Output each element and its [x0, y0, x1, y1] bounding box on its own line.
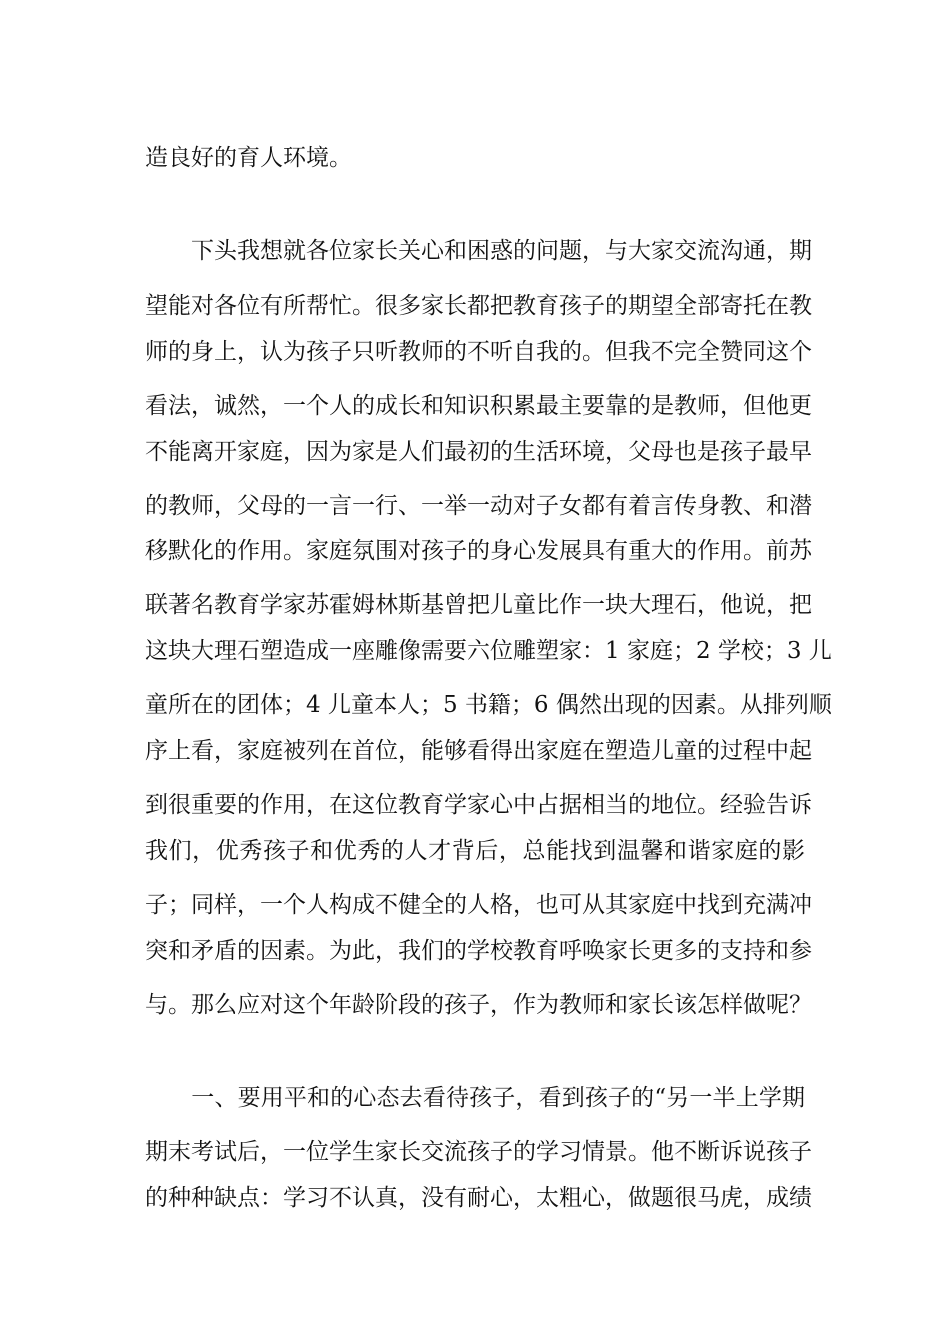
- paragraph-2-line-14: 子；同样，一个人构成不健全的人格，也可从其家庭中找到充满冲: [145, 892, 812, 918]
- paragraph-2-line-7: 移默化的作用。家庭氛围对孩子的身心发展具有重大的作用。前苏: [145, 538, 812, 564]
- paragraph-2-line-2: 望能对各位有所帮忙。很多家长都把教育孩子的期望全部寄托在教: [145, 293, 812, 319]
- paragraph-1-line-1: 造良好的育人环境。: [145, 145, 352, 171]
- paragraph-2-line-4: 看法，诚然，一个人的成长和知识积累最主要靠的是教师，但他更: [145, 393, 812, 419]
- paragraph-2-line-9: 这块大理石塑造成一座雕像需要六位雕塑家：1 家庭；2 学校；3 儿: [145, 638, 832, 664]
- paragraph-2-line-13: 我们，优秀孩子和优秀的人才背后，总能找到温馨和谐家庭的影: [145, 838, 805, 864]
- paragraph-2-line-15: 突和矛盾的因素。为此，我们的学校教育呼唤家长更多的支持和参: [145, 938, 812, 964]
- paragraph-3-line-1: 一、要用平和的心态去看待孩子，看到孩子的“另一半上学期: [145, 1085, 805, 1111]
- paragraph-3-line-3: 的种种缺点：学习不认真，没有耐心，太粗心，做题很马虎，成绩: [145, 1185, 812, 1211]
- paragraph-2-line-12: 到很重要的作用，在这位教育学家心中占据相当的地位。经验告诉: [145, 792, 812, 818]
- paragraph-2-line-3: 师的身上，认为孩子只听教师的不听自我的。但我不完全赞同这个: [145, 339, 812, 365]
- paragraph-2-line-5: 不能离开家庭，因为家是人们最初的生活环境，父母也是孩子最早: [145, 439, 812, 465]
- paragraph-2-line-6: 的教师，父母的一言一行、一举一动对子女都有着言传身教、和潜: [145, 493, 812, 519]
- paragraph-2-line-8: 联著名教育学家苏霍姆林斯基曾把儿童比作一块大理石，他说，把: [145, 592, 812, 618]
- paragraph-2-line-16: 与。那么应对这个年龄阶段的孩子，作为教师和家长该怎样做呢？: [145, 992, 812, 1018]
- paragraph-3-line-2: 期末考试后，一位学生家长交流孩子的学习情景。他不断诉说孩子: [145, 1139, 812, 1165]
- paragraph-2-line-10: 童所在的团体；4 儿童本人；5 书籍；6 偶然出现的因素。从排列顺: [145, 692, 832, 718]
- paragraph-2-line-11: 序上看，家庭被列在首位，能够看得出家庭在塑造儿童的过程中起: [145, 738, 812, 764]
- paragraph-2-line-1: 下头我想就各位家长关心和困惑的问题，与大家交流沟通，期: [145, 238, 812, 264]
